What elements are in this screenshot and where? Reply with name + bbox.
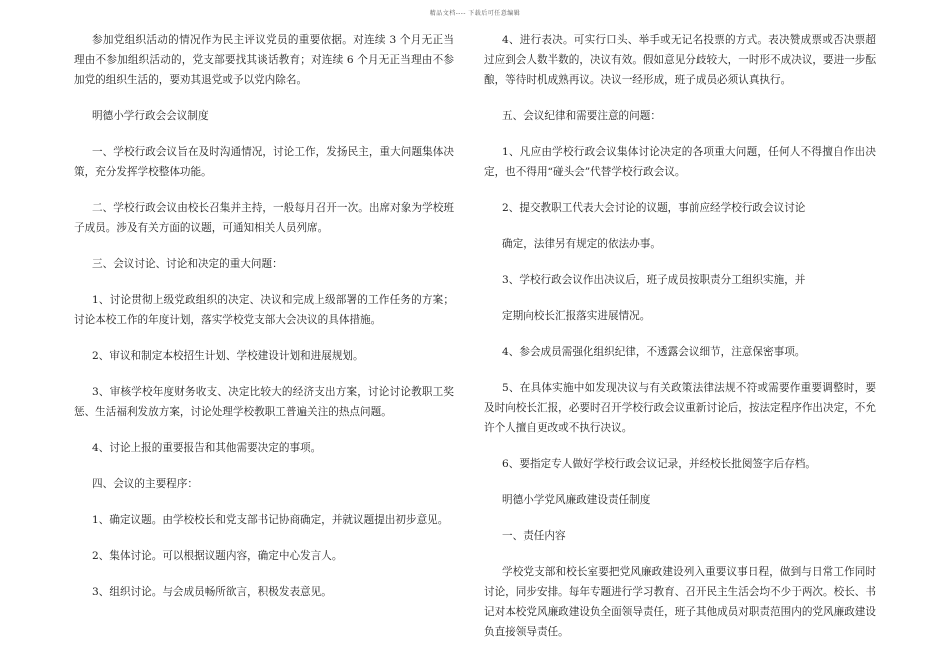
paragraph-procedure-4: 4、进行表决。可实行口头、举手或无记名投票的方式。表决赞成票或否决票超过应到会人数半数的，决议有效。假如意见分歧较大，一时形不成决议，要进一步酝酿，等待时机成熟再议。决议一经形成，班子成员必须认真执行。 — [484, 34, 876, 86]
paragraph-party-activity: 参加党组织活动的情况作为民主评议党员的重要依据。对连续 3 个月无正当理由不参加组织活动的，党支部要找其谈话教育；对连续 6 个月无正当理由不参加党的组织生活的，要劝其退党或予以党内除名。 — [74, 34, 454, 86]
paragraph-procedure-1: 1、确定议题。由学校校长和党支部书记协商确定，并就议题提出初步意见。 — [92, 514, 449, 526]
heading-discipline: 五、会议纪律和需要注意的问题： — [502, 110, 661, 122]
paragraph-responsibility: 学校党支部和校长室要把党风廉政建设列入重要议事日程，做到与日常工作同时讨论，同步安排。每年专题进行学习教育、召开民主生活会均不少于两次。校长、书记对本校党风廉政建设负全面领导责任，班子其他成员对职责范围内的党风廉政建设负直接领导责任。 — [484, 566, 876, 638]
paragraph-procedure-3: 3、组织讨论。与会成员畅所欲言，积极发表意见。 — [92, 586, 332, 598]
paragraph-discipline-5: 5、在具体实施中如发现决议与有关政策法律法规不符或需要作重要调整时，要及时向校长汇报，必要时召开学校行政会议重新讨论后，按法定程序作出决定，不允许个人擅自更改或不执行决议。 — [484, 382, 876, 434]
paragraph-procedure-2: 2、集体讨论。可以根据议题内容，确定中心发言人。 — [92, 550, 343, 562]
paragraph-discipline-1: 1、凡应由学校行政会议集体讨论决定的各项重大问题，任何人不得擅自作出决定，也不得用“碰头会”代替学校行政会议。 — [484, 146, 876, 178]
paragraph-discipline-3-cont: 定期向校长汇报落实进展情况。 — [502, 310, 651, 322]
paragraph-item-1: 一、学校行政会议旨在及时沟通情况，讨论工作，发扬民主，重大问题集体决策，充分发挥学校整体功能。 — [74, 146, 454, 178]
heading-responsibility: 一、责任内容 — [502, 530, 566, 542]
section-title-admin-meeting: 明德小学行政会会议制度 — [92, 110, 209, 122]
section-title-integrity: 明德小学党风廉政建设责任制度 — [502, 494, 651, 506]
right-column — [484, 30, 876, 642]
heading-major-issues: 三、会议讨论、讨论和决定的重大问题： — [92, 258, 283, 270]
paragraph-discipline-4: 4、参会成员需强化组织纪律，不透露会议细节，注意保密事项。 — [502, 346, 806, 358]
paragraph-issue-3: 3、审核学校年度财务收支、决定比较大的经济支出方案，讨论讨论教职工奖惩、生活福利发放方案，讨论处理学校教职工普遍关注的热点问题。 — [74, 386, 454, 418]
paragraph-issue-1: 1、讨论贯彻上级党政组织的决定、决议和完成上级部署的工作任务的方案；讨论本校工作的年度计划，落实学校党支部大会决议的具体措施。 — [74, 294, 454, 326]
paragraph-discipline-6: 6、要指定专人做好学校行政会议记录，并经校长批阅签字后存档。 — [502, 458, 816, 470]
paragraph-discipline-2: 2、提交教职工代表大会讨论的议题，事前应经学校行政会议讨论 — [502, 202, 806, 214]
paragraph-item-2: 二、学校行政会议由校长召集并主持，一般每月召开一次。出席对象为学校班子成员。涉及有关方面的议题，可通知相关人员列席。 — [74, 202, 454, 234]
paragraph-issue-2: 2、审议和制定本校招生计划、学校建设计划和进展规划。 — [92, 350, 364, 362]
heading-procedure: 四、会议的主要程序： — [92, 478, 198, 490]
paragraph-issue-4: 4、讨论上报的重要报告和其他需要决定的事项。 — [92, 442, 322, 454]
paragraph-discipline-3: 3、学校行政会议作出决议后，班子成员按职责分工组织实施，并 — [502, 274, 806, 286]
page-header: 精品文档---- 下载后可任意编辑 — [429, 10, 521, 17]
left-column — [74, 30, 454, 602]
paragraph-discipline-2-cont: 确定，法律另有规定的依法办事。 — [502, 238, 661, 250]
